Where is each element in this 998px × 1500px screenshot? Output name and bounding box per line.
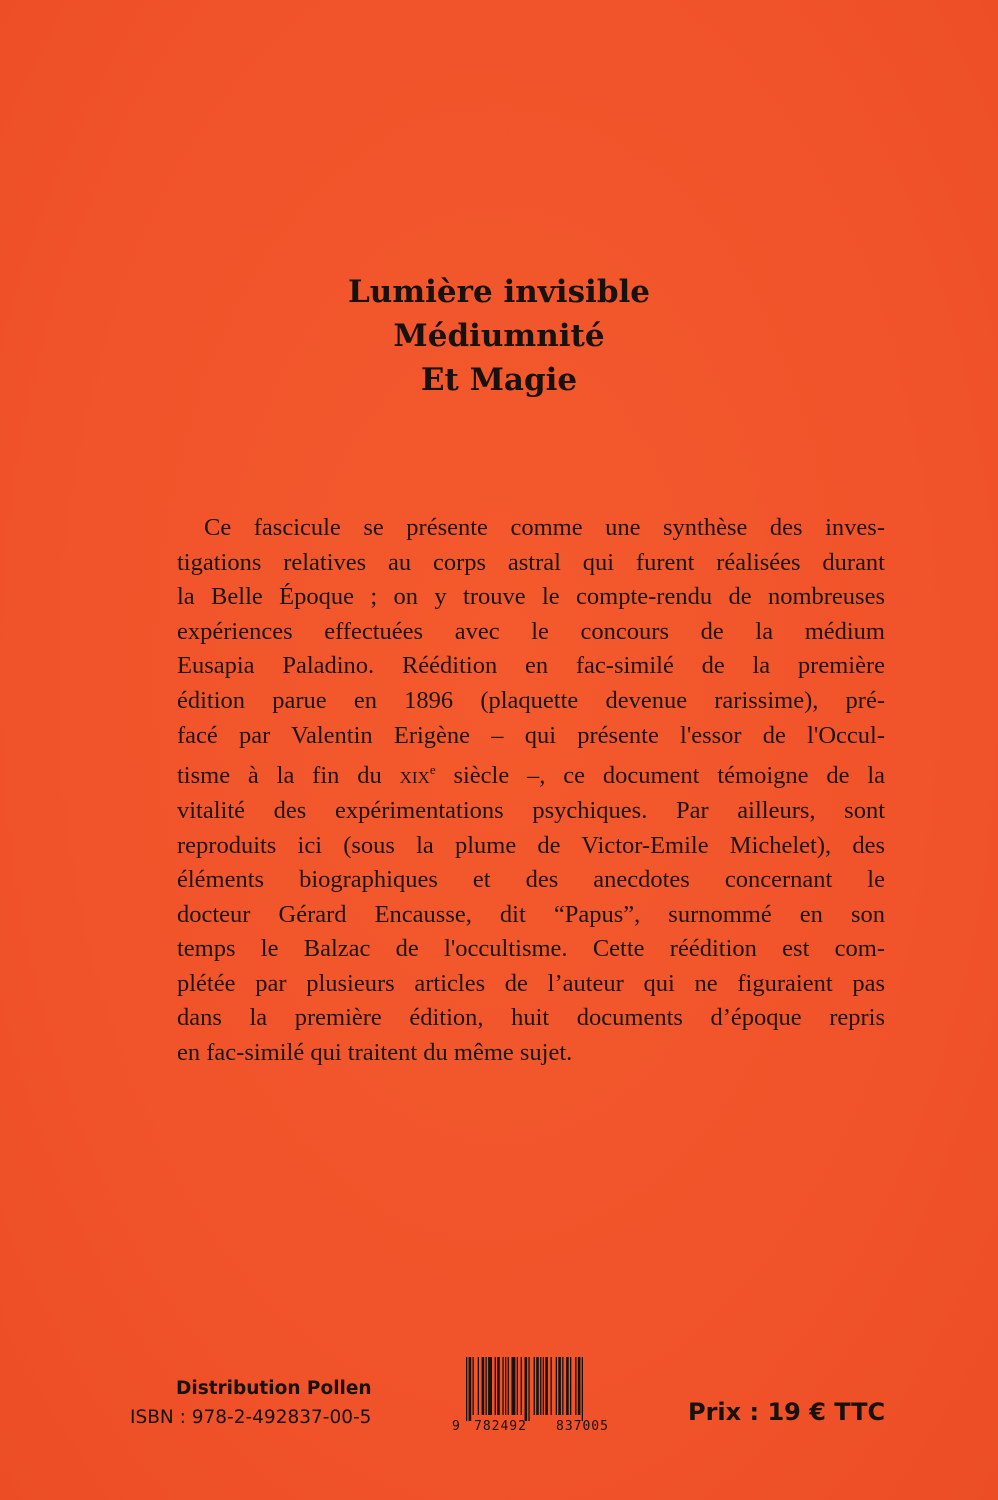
- century-superscript: e: [429, 762, 436, 778]
- barcode-bar: [486, 1357, 487, 1415]
- barcode-bar: [521, 1357, 522, 1415]
- blurb-line: [177, 753, 885, 794]
- blurb-line: reproduits ici (sous la plume de Victor-Emile Michelet), des: [177, 831, 885, 859]
- blurb-line: tigations relatives au corps astral qui furent réalisées durant: [177, 548, 885, 576]
- barcode-bar: [517, 1357, 518, 1415]
- barcode-bar: [508, 1357, 509, 1415]
- blurb-paragraph: [177, 511, 885, 1071]
- barcode-digits-left: 782492: [474, 1419, 527, 1434]
- barcode-bar: [578, 1357, 581, 1415]
- blurb-line: facé par Valentin Erigène – qui présente l'essor de l'Occul-: [177, 721, 885, 749]
- barcode-bar: [543, 1357, 544, 1415]
- barcode-bar: [525, 1357, 528, 1421]
- barcode-bar: [502, 1357, 503, 1415]
- barcode-bar: [562, 1357, 563, 1415]
- barcode-digits-right: 837005: [556, 1419, 609, 1434]
- distributor-label: Distribution Pollen: [176, 1378, 372, 1399]
- title-line-1: Lumière invisible: [348, 274, 650, 310]
- barcode-digit-first: 9: [452, 1419, 460, 1434]
- barcode-bar: [534, 1357, 535, 1415]
- isbn-label: ISBN : 978-2-492837-00-5: [130, 1407, 372, 1428]
- title-line-3: Et Magie: [420, 362, 578, 398]
- barcode-bar: [545, 1357, 548, 1415]
- blurb-line: temps le Balzac de l'occultisme. Cette réédition est com-: [177, 935, 885, 963]
- blurb-line: Eusapia Paladino. Réédition en fac-similé de la première: [177, 652, 885, 680]
- book-title: [0, 270, 998, 402]
- barcode-bar: [551, 1357, 552, 1415]
- barcode-bar: [469, 1357, 472, 1421]
- blurb-text: siècle –, ce document témoigne de la: [435, 762, 885, 790]
- barcode-bars: [464, 1357, 634, 1421]
- price-label: Prix : 19 € TTC: [688, 1398, 886, 1426]
- century-numeral: xix: [399, 762, 430, 790]
- blurb-line: éléments biographiques et des anecdotes concernant le: [177, 866, 885, 894]
- barcode-bar: [558, 1357, 561, 1415]
- barcode-bar: [582, 1357, 583, 1421]
- barcode-bar: [575, 1357, 576, 1415]
- barcode-bar: [566, 1357, 569, 1415]
- barcode-bar: [528, 1357, 529, 1421]
- blurb-line: expériences effectuées avec le concours de la médium: [177, 617, 885, 645]
- blurb-line: Ce fascicule se présente comme une synthèse des inves-: [204, 514, 885, 541]
- barcode-bar: [556, 1357, 557, 1415]
- barcode-bar: [482, 1357, 485, 1415]
- blurb-line: dans la première édition, huit documents d’époque repris: [177, 1004, 885, 1032]
- blurb-line: édition parue en 1896 (plaquette devenue rarissime), pré-: [177, 686, 885, 714]
- blurb-line: plétée par plusieurs articles de l’auteur qui ne figuraient pas: [177, 969, 885, 997]
- barcode-bar: [466, 1357, 467, 1421]
- barcode-bar: [540, 1357, 541, 1415]
- barcode-bar: [512, 1357, 516, 1415]
- barcode-bar: [536, 1357, 539, 1415]
- title-line-2: Médiumnité: [393, 318, 605, 354]
- barcode-bar: [488, 1357, 492, 1415]
- blurb-line: vitalité des expérimentations psychiques. Par ailleurs, sont: [177, 796, 885, 824]
- barcode-bar: [473, 1357, 474, 1415]
- blurb-line: en fac-similé qui traitent du même sujet.: [177, 1039, 573, 1067]
- barcode-bar: [497, 1357, 500, 1415]
- barcode-bar: [505, 1357, 506, 1415]
- barcode-bar: [570, 1357, 571, 1415]
- barcode-bar: [478, 1357, 479, 1415]
- isbn-barcode: [452, 1357, 634, 1442]
- blurb-line: la Belle Époque ; on y trouve le compte-rendu de nombreuses: [177, 583, 885, 611]
- blurb-text: tisme à la fin du: [177, 762, 400, 790]
- blurb-line: docteur Gérard Encausse, dit “Papus”, surnommé en son: [177, 900, 885, 928]
- barcode-bar: [495, 1357, 496, 1415]
